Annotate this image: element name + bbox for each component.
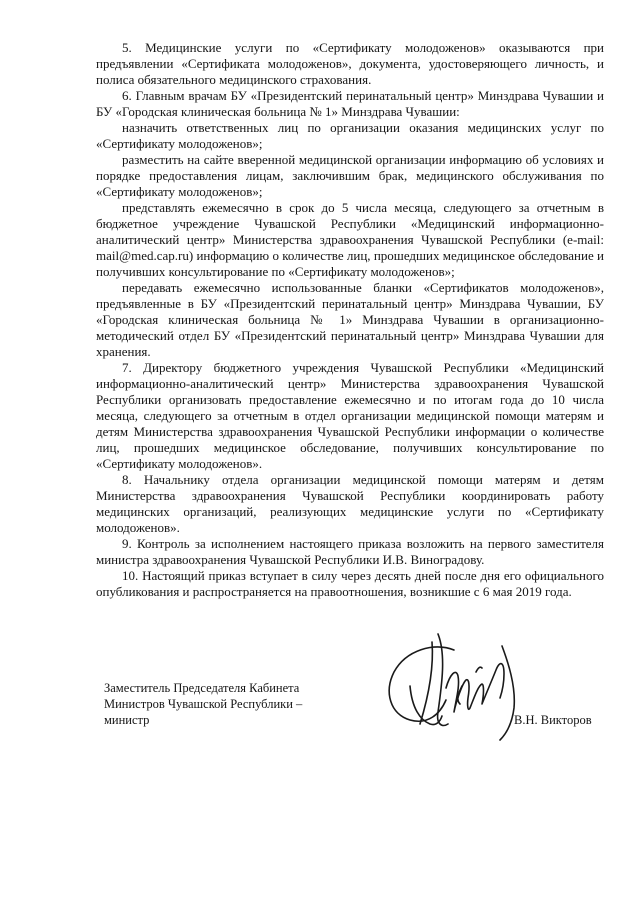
paragraph-6: 6. Главным врачам БУ «Президентский перинатальный центр» Минздрава Чувашии и БУ «Городская клиническая больница № 1» Минздрава Чувашии: — [96, 88, 604, 119]
paragraph-7: 7. Директору бюджетного учреждения Чувашской Республики «Медицинский информационно-аналитический центр» Министерства здравоохранения Чувашской Республики организовать предоставление ежемесячно и по итогам года до 10 числа месяца, следующего за отчетным в отдел организации медицинской помощи матерям и детям Министерства здравоохранения Чувашской Республики информации о количестве лиц, прошедших медицинское обследование, получивших консультирование по «Сертификату молодоженов». — [96, 360, 604, 471]
document-body — [96, 40, 604, 600]
paragraph-6-item-1: назначить ответственных лиц по организации оказания медицинских услуг по «Сертификату молодоженов»; — [96, 120, 604, 151]
signatory-position-line: Заместитель Председателя Кабинета — [104, 681, 300, 695]
handwritten-signature — [376, 628, 526, 746]
signatory-position — [104, 680, 334, 728]
signatory-position-line: Министров Чувашской Республики – — [104, 697, 303, 711]
paragraph-8: 8. Начальнику отдела организации медицинской помощи матерям и детям Министерства здравоохранения Чувашской Республики координировать работу медицинских организаций, реализующих медицинские услуги по «Сертификату молодоженов». — [96, 472, 604, 535]
paragraph-6-item-3: представлять ежемесячно в срок до 5 числа месяца, следующего за отчетным в бюджетное учреждение Чувашской Республики «Медицинский информационно-аналитический центр» Министерства здравоохранения Чувашской Республики (e-mail: mail@med.cap.ru) информацию о количестве лиц, прошедших медицинское обследование и получивших консультирование по «Сертификату молодоженов»; — [96, 200, 604, 279]
paragraph-6-item-2: разместить на сайте вверенной медицинской организации информацию об условиях и порядке предоставления лицам, заключившим брак, медицинского обслуживания по «Сертификату молодоженов»; — [96, 152, 604, 199]
paragraph-10: 10. Настоящий приказ вступает в силу через десять дней после дня его официального опубликования и распространяется на правоотношения, возникшие с 6 мая 2019 года. — [96, 568, 604, 599]
signatory-position-line: министр — [104, 713, 150, 727]
paragraph-9: 9. Контроль за исполнением настоящего приказа возложить на первого заместителя министра здравоохранения Чувашской Республики И.В. Виноградову. — [96, 536, 604, 567]
paragraph-6-item-4: передавать ежемесячно использованные бланки «Сертификатов молодоженов», предъявленные в БУ «Президентский перинатальный центр» Минздрава Чувашии, БУ «Городская клиническая больница № 1» Минздрава Чувашии в организационно-методический отдел БУ «Президентский перинатальный центр» Минздрава Чувашии для хранения. — [96, 280, 604, 359]
signature-strokes — [389, 634, 514, 740]
signatory-name: В.Н. Викторов — [514, 713, 592, 727]
paragraph-5: 5. Медицинские услуги по «Сертификату молодоженов» оказываются при предъявлении «Сертификата молодоженов», документа, удостоверяющего личность, и полиса обязательного медицинского страхования. — [96, 40, 604, 87]
